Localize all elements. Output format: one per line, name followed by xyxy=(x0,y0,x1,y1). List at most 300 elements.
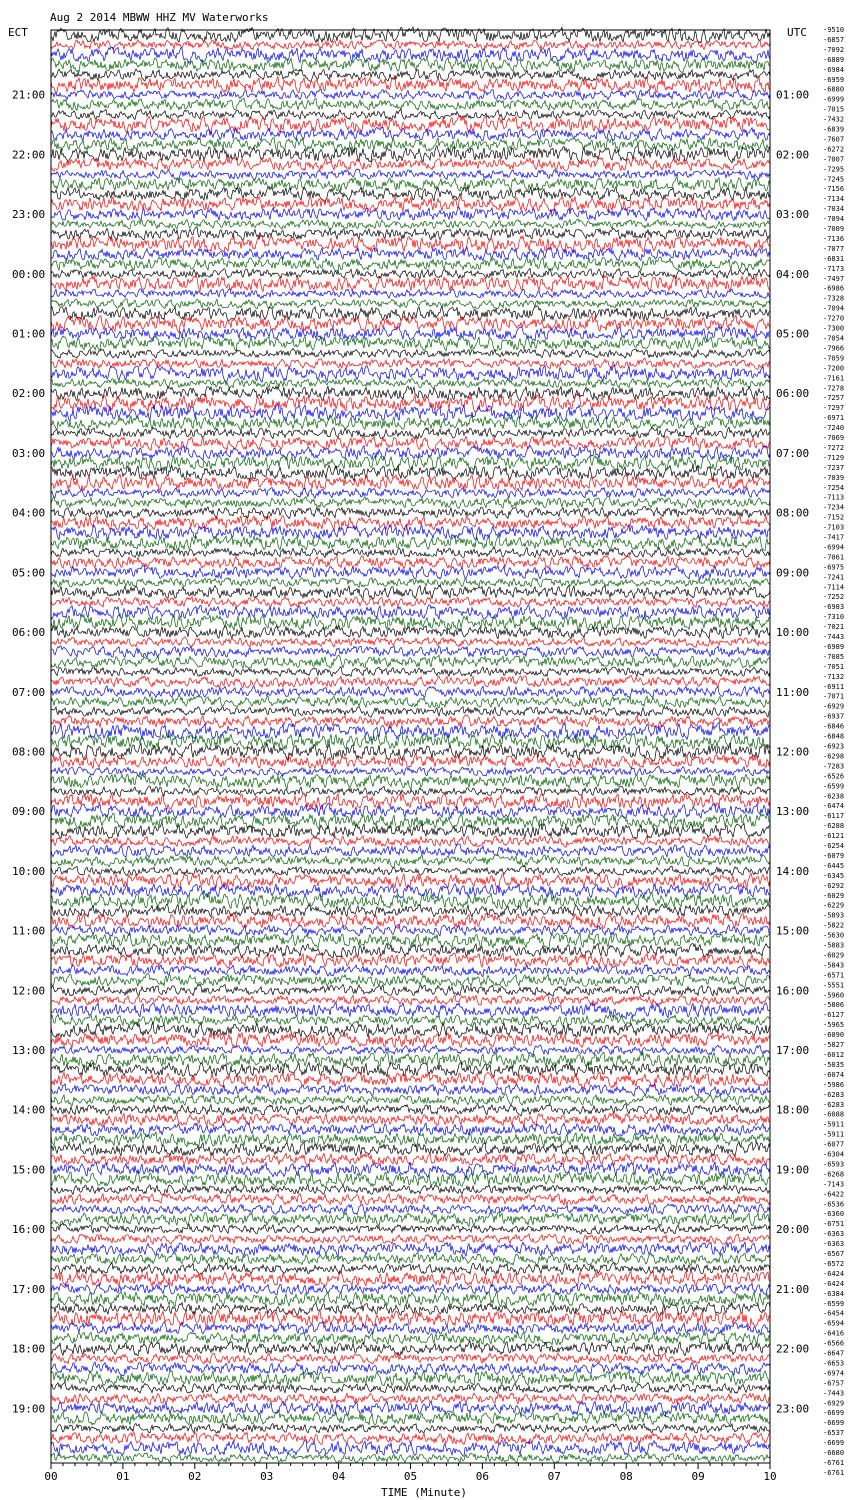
trace-line xyxy=(51,1022,770,1038)
trace-line xyxy=(51,207,770,221)
left-hour-label: 23:00 xyxy=(12,208,46,222)
left-hour-label: 02:00 xyxy=(12,387,46,401)
line-count-label: -7297 xyxy=(823,404,845,413)
line-count-label: -6536 xyxy=(823,1200,845,1209)
line-count-label: -6298 xyxy=(823,752,845,761)
trace-line xyxy=(51,525,770,540)
x-tick-label: 02 xyxy=(188,1470,202,1483)
trace-line xyxy=(51,496,770,508)
line-count-label: -6345 xyxy=(823,871,845,880)
right-hour-label: 02:00 xyxy=(776,148,810,162)
trace-line xyxy=(51,585,770,599)
trace-line xyxy=(51,655,770,668)
left-hour-label: 15:00 xyxy=(12,1163,46,1177)
line-count-label: -5883 xyxy=(823,941,845,950)
trace-line xyxy=(51,1032,770,1048)
line-count-label: -7237 xyxy=(823,463,845,472)
line-count-label: -7607 xyxy=(823,135,845,144)
right-hour-label: 15:00 xyxy=(776,924,810,938)
right-hour-label: 11:00 xyxy=(776,685,810,699)
trace-line xyxy=(51,427,770,438)
line-count-label: -7252 xyxy=(823,593,845,602)
right-hour-label: 06:00 xyxy=(776,387,810,401)
trace-line xyxy=(51,646,770,658)
trace-line xyxy=(51,336,770,351)
line-count-label: -7069 xyxy=(823,434,845,443)
right-hour-label: 18:00 xyxy=(776,1103,810,1117)
trace-line xyxy=(51,40,770,50)
line-count-label: -6959 xyxy=(823,75,845,84)
trace-line xyxy=(51,1362,770,1376)
trace-line xyxy=(51,565,770,579)
line-count-label: -7071 xyxy=(823,692,845,701)
line-count-label: -6572 xyxy=(823,1259,845,1268)
line-count-label: -7278 xyxy=(823,384,845,393)
line-count-label: -5893 xyxy=(823,911,845,920)
trace-line xyxy=(51,1393,770,1405)
chart-title: Aug 2 2014 MBWW HHZ MV Waterworks xyxy=(50,11,269,24)
line-count-label: -5630 xyxy=(823,931,845,940)
line-count-label: -7113 xyxy=(823,493,845,502)
line-count-label: -6999 xyxy=(823,95,845,104)
trace-line xyxy=(51,1270,770,1286)
left-hour-label: 04:00 xyxy=(12,506,46,520)
right-hour-label: 17:00 xyxy=(776,1044,810,1058)
line-count-label: -7015 xyxy=(823,105,845,114)
trace-line xyxy=(51,506,770,518)
trace-line xyxy=(51,1094,770,1106)
left-hour-label: 01:00 xyxy=(12,327,46,341)
right-hour-label: 05:00 xyxy=(776,327,810,341)
left-hour-label: 18:00 xyxy=(12,1342,46,1356)
trace-line xyxy=(51,1453,770,1463)
line-count-label: -7417 xyxy=(823,533,845,542)
left-hour-label: 17:00 xyxy=(12,1282,46,1296)
line-count-label: -6029 xyxy=(823,951,845,960)
trace-line xyxy=(51,556,770,569)
line-count-label: -5960 xyxy=(823,991,845,1000)
trace-line xyxy=(51,535,770,550)
trace-line xyxy=(51,836,770,848)
line-count-label: -6424 xyxy=(823,1269,845,1278)
line-count-label: -7257 xyxy=(823,394,845,403)
line-count-label: -7240 xyxy=(823,424,845,433)
line-count-label: -6989 xyxy=(823,642,845,651)
line-count-label: -6761 xyxy=(823,1468,845,1477)
trace-line xyxy=(51,299,770,309)
left-hour-label: 00:00 xyxy=(12,267,46,281)
trace-line xyxy=(51,89,770,100)
x-tick-label: 09 xyxy=(691,1470,705,1483)
x-axis-label: TIME (Minute) xyxy=(380,1486,468,1499)
x-tick-label: 01 xyxy=(116,1470,130,1483)
trace-line xyxy=(51,127,770,140)
line-count-label: -6012 xyxy=(823,1050,845,1059)
trace-line xyxy=(51,47,770,63)
line-count-label: -6117 xyxy=(823,812,845,821)
trace-line xyxy=(51,1014,770,1026)
line-count-label: -6974 xyxy=(823,1369,845,1378)
left-hour-label: 19:00 xyxy=(12,1402,46,1416)
line-count-label: -5551 xyxy=(823,981,845,990)
line-count-label: -5827 xyxy=(823,1041,845,1050)
trace-line xyxy=(51,247,770,260)
right-hour-label: 07:00 xyxy=(776,446,810,460)
right-hour-label: 01:00 xyxy=(776,88,810,102)
trace-line xyxy=(51,855,770,868)
line-count-label: -6929 xyxy=(823,1399,845,1408)
trace-line xyxy=(51,913,770,928)
line-count-label: -7021 xyxy=(823,623,845,632)
right-hour-label: 20:00 xyxy=(776,1223,810,1237)
line-count-label: -6857 xyxy=(823,35,845,44)
trace-line xyxy=(51,306,770,321)
trace-line xyxy=(51,27,770,43)
line-count-label: -9510 xyxy=(823,26,845,34)
trace-line xyxy=(51,1132,770,1147)
trace-line xyxy=(51,436,770,450)
line-count-label: -6889 xyxy=(823,55,845,64)
line-count-label: -6848 xyxy=(823,732,845,741)
trace-line xyxy=(51,488,770,499)
trace-line xyxy=(51,995,770,1006)
line-count-label: -7034 xyxy=(823,205,845,214)
trace-line xyxy=(51,177,770,191)
line-count-label: -6127 xyxy=(823,1011,845,1020)
right-hour-label: 19:00 xyxy=(776,1163,810,1177)
line-count-label: -7161 xyxy=(823,374,845,383)
line-count-label: -6975 xyxy=(823,563,845,572)
line-count-label: -6567 xyxy=(823,1250,845,1259)
line-count-label: -7152 xyxy=(823,513,845,522)
line-count-label: -6416 xyxy=(823,1329,845,1338)
left-hour-label: 13:00 xyxy=(12,1044,46,1058)
line-count-label: -6571 xyxy=(823,971,845,980)
trace-line xyxy=(51,766,770,776)
trace-line xyxy=(51,675,770,688)
line-count-label: -6757 xyxy=(823,1379,845,1388)
line-count-label: -6363 xyxy=(823,1240,845,1249)
line-count-label: -6566 xyxy=(823,1339,845,1348)
trace-line xyxy=(51,349,770,359)
trace-line xyxy=(51,257,770,271)
left-hour-label: 05:00 xyxy=(12,566,46,580)
line-count-label: -6283 xyxy=(823,1100,845,1109)
right-hour-label: 21:00 xyxy=(776,1282,810,1296)
line-count-label: -7270 xyxy=(823,314,845,323)
seismic-traces xyxy=(51,27,770,1463)
trace-line xyxy=(51,774,770,790)
line-count-label: -7328 xyxy=(823,294,845,303)
trace-line xyxy=(51,1084,770,1096)
left-hour-label: 16:00 xyxy=(12,1223,46,1237)
line-count-label: -7134 xyxy=(823,195,845,204)
line-count-label: -6699 xyxy=(823,1439,845,1448)
left-hour-label: 08:00 xyxy=(12,745,46,759)
x-tick-label: 07 xyxy=(547,1470,561,1483)
trace-line xyxy=(51,1440,770,1457)
trace-line xyxy=(51,227,770,240)
trace-line xyxy=(51,1401,770,1416)
line-count-label: -7295 xyxy=(823,165,845,174)
trace-line xyxy=(51,715,770,728)
line-count-label: -6424 xyxy=(823,1279,845,1288)
line-count-label: -7245 xyxy=(823,175,845,184)
trace-line xyxy=(51,605,770,620)
left-hour-labels xyxy=(12,89,45,1416)
right-hour-label: 09:00 xyxy=(776,566,810,580)
line-count-label: -6984 xyxy=(823,65,845,74)
left-hour-label: 09:00 xyxy=(12,805,46,819)
trace-line xyxy=(51,1224,770,1234)
left-hour-label: 07:00 xyxy=(12,685,46,699)
line-count-label: -6751 xyxy=(823,1220,845,1229)
trace-line xyxy=(51,578,770,588)
trace-line xyxy=(51,1371,770,1386)
right-hour-label: 03:00 xyxy=(776,208,810,222)
trace-line xyxy=(51,933,770,949)
line-count-label: -6074 xyxy=(823,1070,845,1079)
line-count-label: -6599 xyxy=(823,1299,845,1308)
left-hour-label: 21:00 xyxy=(12,88,46,102)
line-count-label: -7300 xyxy=(823,324,845,333)
line-count-label: -7039 xyxy=(823,473,845,482)
line-count-label: -7061 xyxy=(823,553,845,562)
right-hour-label: 23:00 xyxy=(776,1402,810,1416)
line-count-label: -7241 xyxy=(823,573,845,582)
trace-line xyxy=(51,707,770,718)
line-count-label: -6594 xyxy=(823,1319,845,1328)
x-axis-ticks xyxy=(44,1463,776,1483)
line-count-label: -6445 xyxy=(823,861,845,870)
trace-line xyxy=(51,1052,770,1068)
line-count-label: -5843 xyxy=(823,961,845,970)
line-count-label: -6292 xyxy=(823,881,845,890)
line-count-label: -7094 xyxy=(823,304,845,313)
line-count-label: -6653 xyxy=(823,1359,845,1368)
trace-line xyxy=(51,1263,770,1276)
trace-line xyxy=(51,465,770,480)
right-hour-label: 12:00 xyxy=(776,745,810,759)
line-count-label: -7443 xyxy=(823,633,845,642)
trace-line xyxy=(51,1113,770,1126)
x-tick-label: 04 xyxy=(331,1470,346,1483)
line-count-label: -5035 xyxy=(823,1060,845,1069)
trace-line xyxy=(51,1003,770,1019)
trace-line xyxy=(51,925,770,937)
line-count-label: -6304 xyxy=(823,1150,845,1159)
line-count-label: -6846 xyxy=(823,722,845,731)
trace-line xyxy=(51,365,770,382)
trace-line xyxy=(51,625,770,639)
trace-line xyxy=(51,1423,770,1433)
trace-line xyxy=(51,793,770,809)
trace-line xyxy=(51,268,770,279)
trace-line xyxy=(51,1353,770,1364)
line-count-label: -7094 xyxy=(823,215,845,224)
trace-line xyxy=(51,1142,770,1157)
line-count-label: -7310 xyxy=(823,613,845,622)
line-count-label: -6121 xyxy=(823,832,845,841)
line-count-label: -7272 xyxy=(823,443,845,452)
line-count-label: -6454 xyxy=(823,1309,845,1318)
x-tick-label: 10 xyxy=(763,1470,777,1483)
line-count-label: -6937 xyxy=(823,712,845,721)
line-count-label: -5911 xyxy=(823,1130,845,1139)
line-count-label: -6268 xyxy=(823,1170,845,1179)
line-count-label: -6761 xyxy=(823,1459,845,1467)
trace-line xyxy=(51,974,770,988)
left-hour-label: 11:00 xyxy=(12,924,46,938)
line-count-label: -7092 xyxy=(823,45,845,54)
line-count-label: -7432 xyxy=(823,115,845,124)
line-count-label: -5911 xyxy=(823,1120,845,1129)
right-timezone-label: UTC xyxy=(787,26,807,39)
trace-line xyxy=(51,275,770,292)
line-count-label: -6238 xyxy=(823,792,845,801)
left-hour-label: 03:00 xyxy=(12,446,46,460)
left-hour-label: 22:00 xyxy=(12,148,46,162)
line-count-label: -6079 xyxy=(823,851,845,860)
line-count-label: -6599 xyxy=(823,782,845,791)
trace-line xyxy=(51,686,770,698)
line-count-label: -6090 xyxy=(823,1031,845,1040)
trace-line xyxy=(51,548,770,558)
trace-line xyxy=(51,667,770,677)
right-hour-label: 16:00 xyxy=(776,984,810,998)
right-hour-labels xyxy=(776,89,809,1416)
line-count-label: -6839 xyxy=(823,125,845,134)
line-count-label: -6647 xyxy=(823,1349,845,1358)
line-count-label: -6831 xyxy=(823,254,845,263)
line-count-label: -6254 xyxy=(823,842,845,851)
trace-line xyxy=(51,1204,770,1215)
right-hour-label: 04:00 xyxy=(776,267,810,281)
line-count-label: -6077 xyxy=(823,1140,845,1149)
left-hour-label: 12:00 xyxy=(12,984,46,998)
trace-line xyxy=(51,1303,770,1316)
line-count-label: -6680 xyxy=(823,1449,845,1458)
line-count-label: -6526 xyxy=(823,772,845,781)
line-count-label: -6923 xyxy=(823,742,845,751)
trace-line xyxy=(51,415,770,431)
trace-line xyxy=(51,844,770,858)
trace-line xyxy=(51,1242,770,1257)
line-count-label: -7966 xyxy=(823,344,845,353)
line-count-label: -6283 xyxy=(823,1090,845,1099)
line-count-label: -7129 xyxy=(823,453,845,462)
line-count-label: -6986 xyxy=(823,284,845,293)
trace-line xyxy=(51,904,770,917)
line-count-label: -6699 xyxy=(823,1409,845,1418)
line-count-label: -6029 xyxy=(823,891,845,900)
trace-line xyxy=(51,1123,770,1137)
line-count-label: -7009 xyxy=(823,225,845,234)
line-count-label: -6088 xyxy=(823,1110,845,1119)
line-count-label: -7051 xyxy=(823,662,845,671)
line-count-label: -6699 xyxy=(823,1419,845,1428)
line-count-label: -6593 xyxy=(823,1160,845,1169)
right-hour-label: 08:00 xyxy=(776,506,810,520)
right-hour-label: 13:00 xyxy=(776,805,810,819)
line-count-label: -7132 xyxy=(823,672,845,681)
line-count-label: -7443 xyxy=(823,1389,845,1398)
line-count-label: -7059 xyxy=(823,354,845,363)
trace-line xyxy=(51,637,770,648)
line-count-label: -7173 xyxy=(823,264,845,273)
line-count-label: -6229 xyxy=(823,901,845,910)
line-count-label: -5822 xyxy=(823,921,845,930)
trace-line xyxy=(51,98,770,110)
trace-line xyxy=(51,1292,770,1307)
trace-line xyxy=(51,1411,770,1425)
line-count-label: -7200 xyxy=(823,364,845,373)
trace-line xyxy=(51,866,770,876)
right-hour-label: 10:00 xyxy=(776,626,810,640)
left-hour-label: 06:00 xyxy=(12,626,46,640)
line-count-label: -7156 xyxy=(823,185,845,194)
trace-line xyxy=(51,1153,770,1165)
line-count-label: -5965 xyxy=(823,1021,845,1030)
right-hour-label: 22:00 xyxy=(776,1342,810,1356)
trace-line xyxy=(51,1253,770,1266)
trace-line xyxy=(51,1171,770,1187)
line-count-label: -7007 xyxy=(823,155,845,164)
line-count-label: -6911 xyxy=(823,682,845,691)
trace-line xyxy=(51,1193,770,1205)
trace-count-labels xyxy=(823,26,844,1477)
line-count-label: -7114 xyxy=(823,583,845,592)
x-tick-label: 03 xyxy=(260,1470,274,1483)
line-count-label: -6360 xyxy=(823,1210,845,1219)
trace-line xyxy=(51,157,770,171)
left-hour-label: 14:00 xyxy=(12,1103,46,1117)
trace-line xyxy=(51,1162,770,1178)
line-count-label: -7103 xyxy=(823,523,845,532)
trace-line xyxy=(51,235,770,252)
x-tick-label: 08 xyxy=(619,1470,633,1483)
line-count-label: -5806 xyxy=(823,1001,845,1010)
line-count-label: -6994 xyxy=(823,543,845,552)
left-hour-label: 10:00 xyxy=(12,864,46,878)
line-count-label: -6929 xyxy=(823,702,845,711)
line-count-label: -7136 xyxy=(823,234,845,243)
x-tick-label: 06 xyxy=(475,1470,490,1483)
trace-line xyxy=(51,1322,770,1335)
line-count-label: -6272 xyxy=(823,145,845,154)
line-count-label: -6422 xyxy=(823,1190,845,1199)
line-count-label: -7143 xyxy=(823,1180,845,1189)
trace-line xyxy=(51,1185,770,1195)
trace-line xyxy=(51,455,770,470)
x-tick-label: 05 xyxy=(403,1470,418,1483)
line-count-label: -6474 xyxy=(823,802,845,811)
line-count-label: -7054 xyxy=(823,334,845,343)
line-count-label: -7497 xyxy=(823,274,845,283)
line-count-label: -7283 xyxy=(823,762,845,771)
trace-line xyxy=(51,696,770,708)
trace-line xyxy=(51,953,770,968)
trace-line xyxy=(51,109,770,120)
trace-line xyxy=(51,984,770,996)
trace-line xyxy=(51,1062,770,1077)
trace-line xyxy=(51,378,770,388)
trace-line xyxy=(51,326,770,341)
line-count-label: -6880 xyxy=(823,85,845,94)
line-count-label: -7254 xyxy=(823,483,845,492)
line-count-label: -6288 xyxy=(823,822,845,831)
line-count-label: -7077 xyxy=(823,244,845,253)
